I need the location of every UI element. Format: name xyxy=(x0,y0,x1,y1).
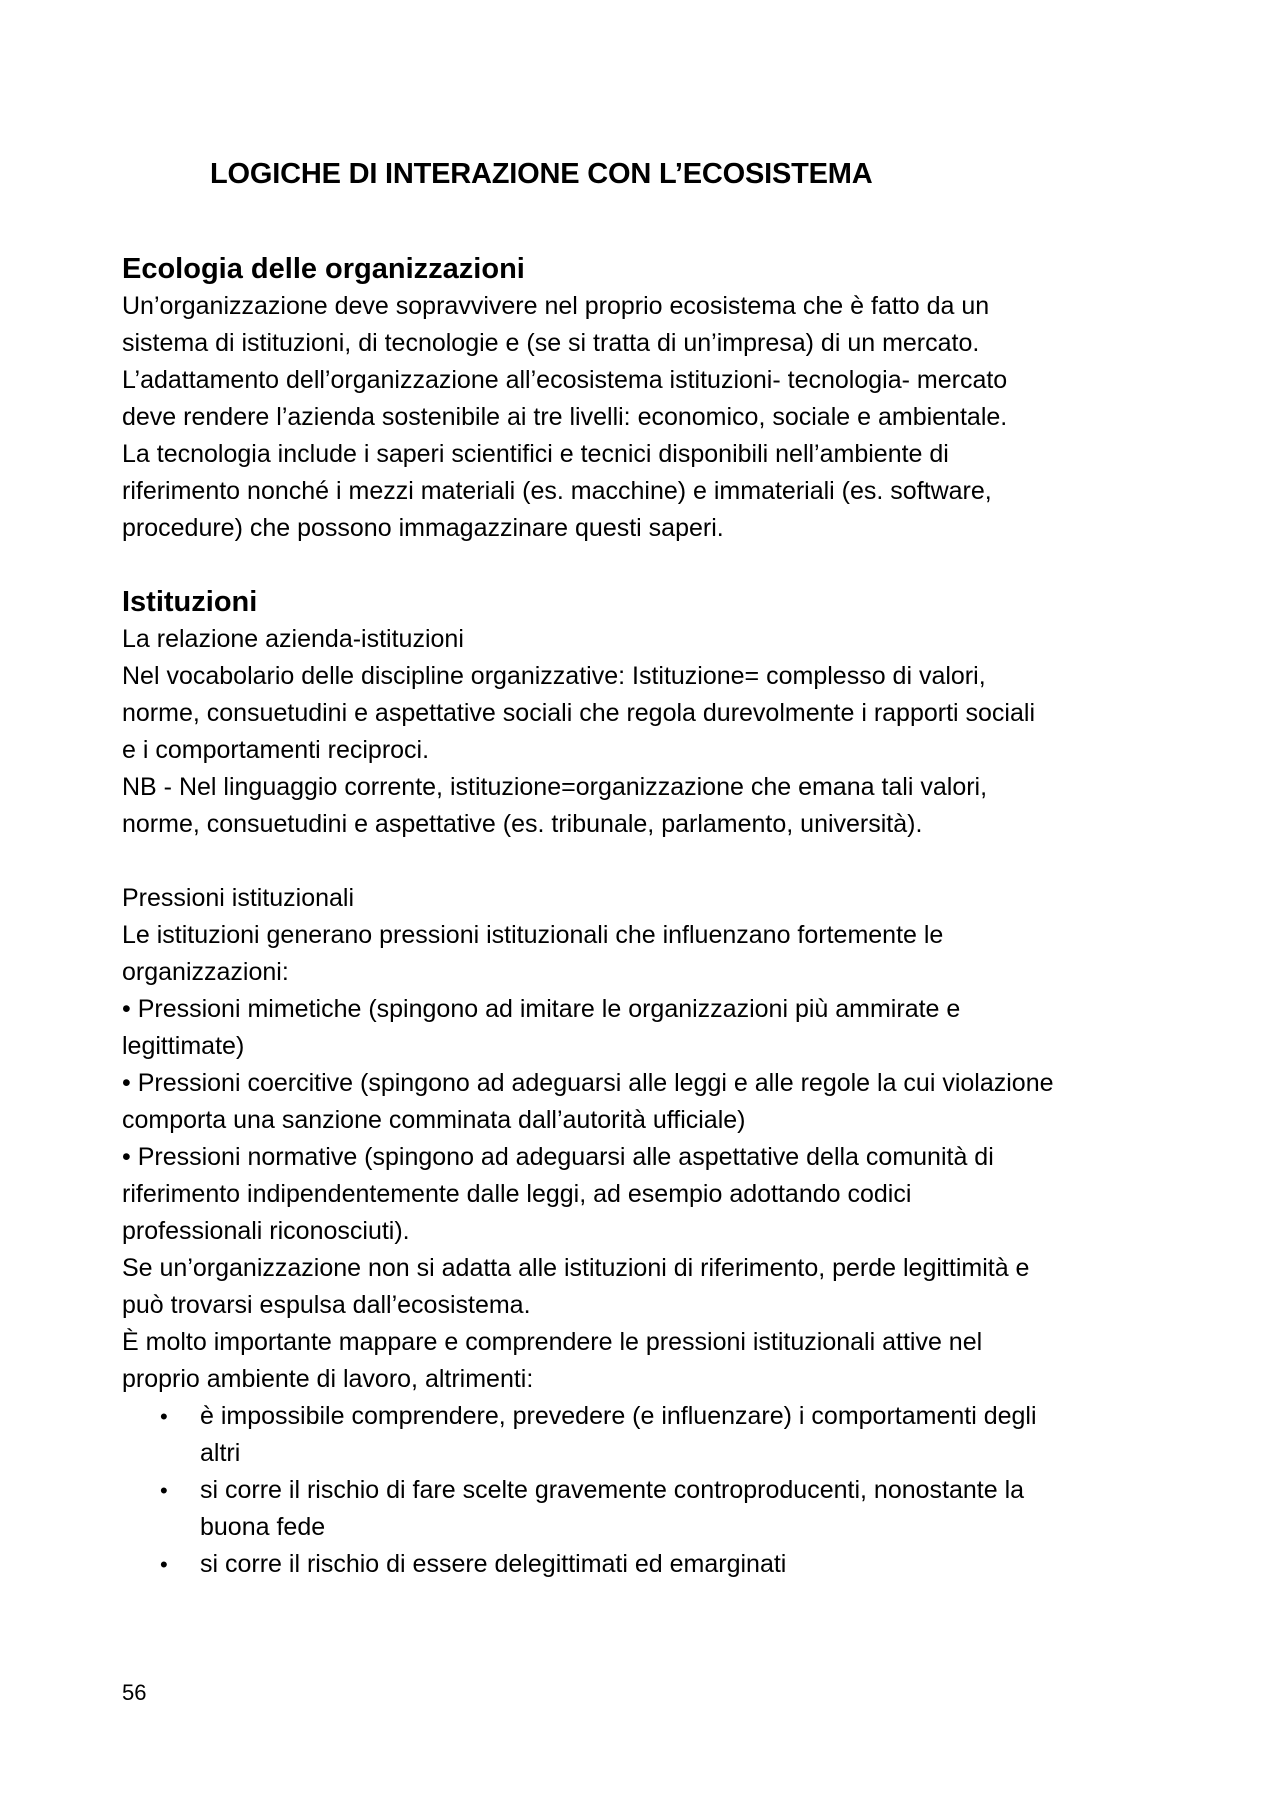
text-line: comporta una sanzione comminata dall’autorità ufficiale) xyxy=(122,1106,746,1134)
bullet-icon: • xyxy=(160,1404,168,1429)
text-line: altri xyxy=(200,1439,241,1467)
page-number: 56 xyxy=(122,1680,147,1705)
text-line: deve rendere l’azienda sostenibile ai tre livelli: economico, sociale e ambientale. xyxy=(122,403,1008,431)
text-line: riferimento indipendentemente dalle leggi, ad esempio adottando codici xyxy=(122,1180,912,1208)
document-body xyxy=(122,251,1162,1583)
text-line: La relazione azienda-istituzioni xyxy=(122,625,464,653)
text-line: riferimento nonché i mezzi materiali (es. macchine) e immateriali (es. software, xyxy=(122,477,992,505)
subheading-pressioni: Pressioni istituzionali xyxy=(122,884,355,912)
text-line: è impossibile comprendere, prevedere (e influenzare) i comportamenti degli xyxy=(200,1402,1037,1430)
page-title: LOGICHE DI INTERAZIONE CON L’ECOSISTEMA xyxy=(210,158,873,190)
text-line: procedure) che possono immagazzinare questi saperi. xyxy=(122,514,724,542)
text-line: L’adattamento dell’organizzazione all’ecosistema istituzioni- tecnologia- mercato xyxy=(122,366,1008,394)
text-line: buona fede xyxy=(200,1513,326,1541)
text-line: Le istituzioni generano pressioni istituzionali che influenzano fortemente le xyxy=(122,921,944,949)
list-item xyxy=(122,1398,1162,1472)
section-pressioni-text xyxy=(122,880,1162,1398)
text-line: Un’organizzazione deve sopravvivere nel proprio ecosistema che è fatto da un xyxy=(122,292,990,320)
text-line: Nel vocabolario delle discipline organizzative: Istituzione= complesso di valori, xyxy=(122,662,986,690)
text-line: sistema di istituzioni, di tecnologie e (se si tratta di un’impresa) di un mercato. xyxy=(122,329,980,357)
section-heading-istituzioni: Istituzioni xyxy=(122,586,258,618)
text-line: Se un’organizzazione non si adatta alle istituzioni di riferimento, perde legittimità e xyxy=(122,1254,1030,1282)
section-ecologia-text xyxy=(122,288,1162,547)
text-line: professionali riconosciuti). xyxy=(122,1217,410,1245)
text-line: si corre il rischio di essere delegittimati ed emarginati xyxy=(200,1550,787,1578)
text-line: si corre il rischio di fare scelte gravemente controproducenti, nonostante la xyxy=(200,1476,1025,1504)
text-line: norme, consuetudini e aspettative sociali che regola durevolmente i rapporti sociali xyxy=(122,699,1036,727)
text-line: e i comportamenti reciproci. xyxy=(122,736,430,764)
text-line: • Pressioni mimetiche (spingono ad imitare le organizzazioni più ammirate e xyxy=(122,995,961,1023)
bullet-list xyxy=(122,1398,1162,1583)
list-item xyxy=(122,1546,1162,1583)
text-line: NB - Nel linguaggio corrente, istituzione=organizzazione che emana tali valori, xyxy=(122,773,988,801)
text-line: proprio ambiente di lavoro, altrimenti: xyxy=(122,1365,534,1393)
spacer xyxy=(122,843,1162,880)
text-line: organizzazioni: xyxy=(122,958,289,986)
section-istituzioni-text xyxy=(122,621,1162,843)
text-line: La tecnologia include i saperi scientifici e tecnici disponibili nell’ambiente di xyxy=(122,440,949,468)
list-item xyxy=(122,1472,1162,1546)
text-line: legittimate) xyxy=(122,1032,245,1060)
spacer xyxy=(122,547,1162,584)
section-heading-ecologia: Ecologia delle organizzazioni xyxy=(122,253,525,285)
text-line: • Pressioni coercitive (spingono ad adeguarsi alle leggi e alle regole la cui violazione xyxy=(122,1069,1054,1097)
bullet-icon: • xyxy=(160,1478,168,1503)
bullet-icon: • xyxy=(160,1552,168,1577)
text-line: può trovarsi espulsa dall’ecosistema. xyxy=(122,1291,531,1319)
text-line: norme, consuetudini e aspettative (es. tribunale, parlamento, università). xyxy=(122,810,923,838)
text-line: È molto importante mappare e comprendere le pressioni istituzionali attive nel xyxy=(122,1328,983,1356)
text-line: • Pressioni normative (spingono ad adeguarsi alle aspettative della comunità di xyxy=(122,1143,994,1171)
